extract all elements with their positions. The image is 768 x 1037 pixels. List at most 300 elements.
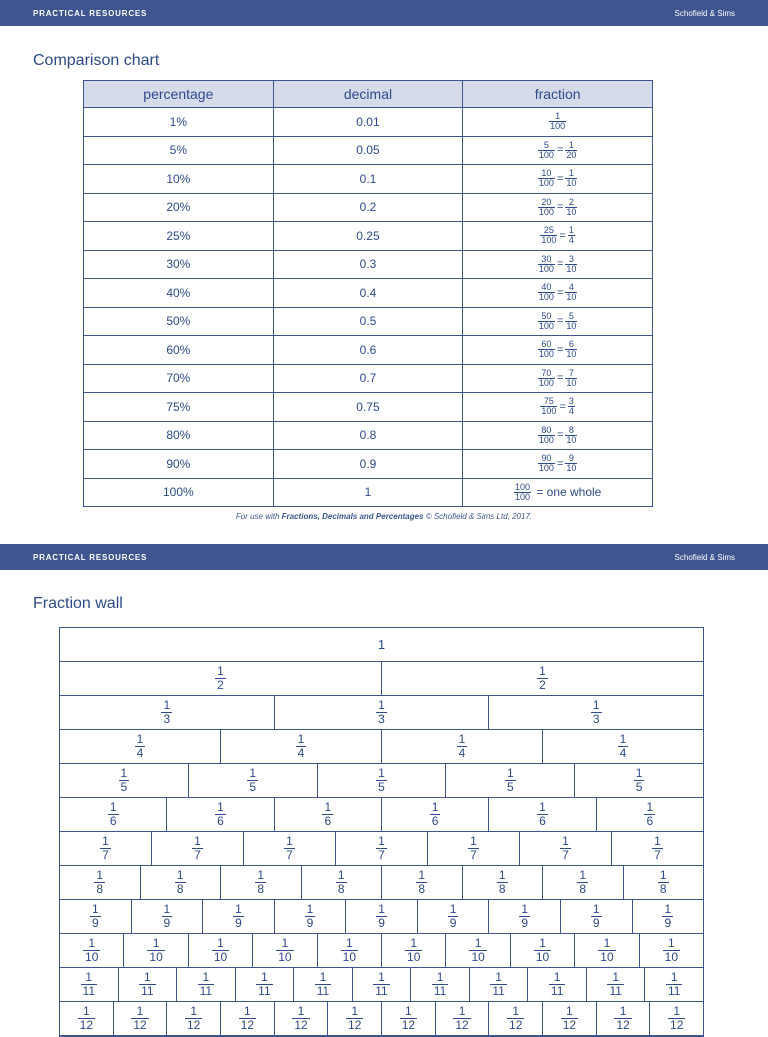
unit-fraction bbox=[376, 767, 387, 793]
unit-fraction bbox=[284, 835, 295, 861]
equals-sign: = bbox=[559, 400, 566, 413]
percentage-cell: 25% bbox=[84, 222, 274, 251]
wall-cell bbox=[60, 696, 275, 729]
fraction-cell bbox=[463, 421, 653, 450]
numerator: 1 bbox=[619, 1004, 627, 1019]
wall-cell bbox=[60, 866, 141, 899]
wall-cell bbox=[587, 968, 646, 1001]
decimal-cell: 0.5 bbox=[273, 307, 463, 336]
numerator: 1 bbox=[568, 139, 574, 150]
denominator: 8 bbox=[418, 882, 426, 896]
denominator: 5 bbox=[120, 780, 128, 794]
wall-cell bbox=[489, 798, 596, 831]
numerator: 1 bbox=[324, 800, 332, 815]
table-row bbox=[84, 165, 653, 194]
numerator: 5 bbox=[543, 139, 549, 150]
wall-cell bbox=[221, 1002, 275, 1035]
unit-fraction bbox=[490, 971, 506, 997]
fraction-cell bbox=[463, 450, 653, 479]
table-row bbox=[84, 364, 653, 393]
table-row bbox=[84, 393, 653, 422]
wall-cell bbox=[318, 934, 382, 967]
wall-cell bbox=[543, 866, 624, 899]
numerator: 1 bbox=[217, 936, 224, 951]
denominator: 2 bbox=[217, 678, 224, 692]
wall-row-whole bbox=[60, 628, 703, 662]
decimal-cell: 0.25 bbox=[273, 222, 463, 251]
denominator: 11 bbox=[82, 984, 95, 998]
wall-row-6 bbox=[60, 798, 703, 832]
numerator: 1 bbox=[88, 936, 96, 951]
unit-fraction bbox=[296, 733, 307, 759]
decimal-cell: 1 bbox=[273, 478, 463, 507]
unit-fraction bbox=[663, 937, 680, 963]
wall-cell bbox=[119, 968, 178, 1001]
table-row bbox=[84, 193, 653, 222]
denominator: 12 bbox=[670, 1018, 684, 1032]
numerator: 50 bbox=[541, 310, 552, 321]
fraction bbox=[568, 397, 575, 416]
numerator: 1 bbox=[512, 1004, 520, 1019]
denominator: 10 bbox=[566, 178, 577, 189]
unit-fraction bbox=[373, 971, 389, 997]
denominator: 8 bbox=[579, 882, 587, 896]
denominator: 11 bbox=[433, 984, 447, 998]
numerator: 1 bbox=[96, 868, 104, 883]
numerator: 1 bbox=[286, 834, 293, 849]
numerator: 1 bbox=[568, 225, 574, 236]
fraction bbox=[538, 454, 555, 473]
wall-cell bbox=[152, 832, 244, 865]
denominator: 11 bbox=[258, 984, 271, 998]
denominator: 5 bbox=[506, 780, 514, 794]
comparison-table-body bbox=[84, 108, 653, 507]
unit-fraction bbox=[507, 1005, 524, 1031]
numerator: 20 bbox=[541, 196, 552, 207]
wall-cell bbox=[60, 1002, 114, 1035]
wall-cell bbox=[294, 968, 353, 1001]
numerator: 1 bbox=[568, 168, 574, 179]
wall-cell bbox=[528, 968, 587, 1001]
unit-fraction bbox=[662, 903, 673, 929]
unit-fraction bbox=[549, 971, 565, 997]
column-header-decimal: decimal bbox=[273, 81, 463, 108]
fraction-suffix: = one whole bbox=[532, 485, 602, 500]
decimal-cell: 0.75 bbox=[273, 393, 463, 422]
wall-cell bbox=[132, 900, 204, 933]
numerator: 1 bbox=[109, 800, 117, 815]
table-row bbox=[84, 279, 653, 308]
numerator: 1 bbox=[619, 732, 627, 747]
unit-fraction bbox=[255, 869, 266, 895]
denominator: 10 bbox=[85, 950, 99, 964]
numerator: 6 bbox=[568, 339, 574, 350]
denominator: 10 bbox=[566, 263, 577, 274]
numerator: 1 bbox=[449, 902, 457, 917]
wall-cell bbox=[575, 764, 703, 797]
wall-row-4 bbox=[60, 730, 703, 764]
denominator: 9 bbox=[664, 916, 672, 930]
numerator: 1 bbox=[190, 1004, 198, 1019]
percentage-cell: 40% bbox=[84, 279, 274, 308]
fraction-cell bbox=[463, 279, 653, 308]
denominator: 9 bbox=[163, 916, 171, 930]
fraction-cell bbox=[463, 165, 653, 194]
denominator: 100 bbox=[550, 121, 566, 132]
comparison-chart-title: Comparison chart bbox=[33, 52, 160, 69]
unit-fraction bbox=[139, 971, 155, 997]
numerator: 100 bbox=[514, 481, 530, 492]
equals-sign: = bbox=[556, 144, 564, 157]
unit-fraction bbox=[336, 869, 347, 895]
fraction bbox=[565, 454, 577, 473]
wall-cell bbox=[650, 1002, 703, 1035]
fraction bbox=[538, 255, 555, 274]
numerator: 1 bbox=[244, 1004, 251, 1019]
denominator: 4 bbox=[136, 746, 144, 760]
numerator: 1 bbox=[217, 800, 224, 815]
table-row bbox=[84, 421, 653, 450]
numerator: 1 bbox=[431, 800, 439, 815]
percentage-cell: 90% bbox=[84, 450, 274, 479]
decimal-cell: 0.8 bbox=[273, 421, 463, 450]
unit-fraction bbox=[468, 835, 479, 861]
percentage-cell: 20% bbox=[84, 193, 274, 222]
unit-fraction bbox=[376, 835, 387, 861]
wall-cell bbox=[275, 696, 490, 729]
denominator: 6 bbox=[217, 814, 224, 828]
wall-cell bbox=[543, 1002, 597, 1035]
numerator: 1 bbox=[337, 868, 345, 883]
denominator: 100 bbox=[538, 320, 554, 331]
numerator: 1 bbox=[470, 834, 477, 849]
denominator: 12 bbox=[562, 1018, 577, 1032]
wall-cell bbox=[624, 866, 704, 899]
unit-fraction bbox=[131, 1005, 148, 1031]
percentage-cell: 1% bbox=[84, 108, 274, 137]
numerator: 1 bbox=[202, 970, 210, 985]
denominator: 3 bbox=[163, 712, 171, 726]
wall-cell bbox=[597, 1002, 651, 1035]
wall-cell bbox=[575, 934, 639, 967]
numerator: 1 bbox=[539, 936, 546, 951]
wall-cell bbox=[645, 968, 703, 1001]
fraction bbox=[538, 198, 555, 217]
wall-cell bbox=[597, 798, 703, 831]
denominator: 12 bbox=[240, 1018, 255, 1032]
wall-cell bbox=[124, 934, 188, 967]
numerator: 1 bbox=[378, 698, 385, 713]
wall-row-11 bbox=[60, 968, 703, 1002]
denominator: 10 bbox=[566, 434, 577, 445]
wall-cell bbox=[60, 968, 119, 1001]
column-header-percentage: percentage bbox=[84, 81, 274, 108]
unit-fraction bbox=[577, 869, 588, 895]
unit-fraction bbox=[614, 1005, 631, 1031]
numerator: 1 bbox=[217, 664, 224, 679]
numerator: 1 bbox=[176, 868, 184, 883]
fraction-cell bbox=[463, 250, 653, 279]
wall-cell bbox=[275, 1002, 329, 1035]
numerator: 1 bbox=[458, 732, 466, 747]
numerator: 1 bbox=[592, 698, 600, 713]
numerator: 1 bbox=[495, 970, 502, 985]
fraction bbox=[565, 255, 577, 274]
footer-copyright: © Schofield & Sims Ltd, 2017. bbox=[423, 512, 533, 521]
numerator: 1 bbox=[136, 1004, 144, 1019]
wall-cell bbox=[275, 798, 382, 831]
denominator: 10 bbox=[213, 950, 228, 964]
second-header-bar bbox=[0, 544, 768, 570]
unit-fraction bbox=[239, 1005, 256, 1031]
denominator: 5 bbox=[378, 780, 385, 794]
unit-fraction bbox=[90, 903, 101, 929]
wall-cell bbox=[382, 798, 489, 831]
numerator: 1 bbox=[120, 766, 128, 781]
denominator: 10 bbox=[566, 206, 577, 217]
denominator: 10 bbox=[407, 950, 421, 964]
wall-cell bbox=[275, 900, 347, 933]
wall-cell bbox=[436, 1002, 490, 1035]
unit-fraction bbox=[598, 937, 615, 963]
wall-cell bbox=[382, 866, 463, 899]
fraction bbox=[538, 426, 555, 445]
unit-fraction bbox=[534, 937, 551, 963]
unit-fraction bbox=[453, 1005, 470, 1031]
unit-fraction bbox=[215, 801, 226, 827]
wall-cell bbox=[203, 900, 275, 933]
table-row bbox=[84, 250, 653, 279]
denominator: 11 bbox=[375, 984, 388, 998]
denominator: 10 bbox=[149, 950, 163, 964]
wall-cell bbox=[167, 798, 274, 831]
denominator: 6 bbox=[324, 814, 332, 828]
numerator: 1 bbox=[194, 834, 201, 849]
numerator: 1 bbox=[539, 800, 546, 815]
wall-cell bbox=[489, 1002, 543, 1035]
numerator: 1 bbox=[91, 902, 99, 917]
numerator: 60 bbox=[541, 339, 552, 350]
denominator: 8 bbox=[659, 882, 667, 896]
percentage-cell: 100% bbox=[84, 478, 274, 507]
numerator: 1 bbox=[458, 1004, 466, 1019]
unit-fraction bbox=[198, 971, 214, 997]
wall-cell bbox=[302, 866, 383, 899]
denominator: 10 bbox=[535, 950, 550, 964]
numerator: 1 bbox=[498, 868, 506, 883]
numerator: 1 bbox=[566, 1004, 573, 1019]
numerator: 1 bbox=[405, 1004, 412, 1019]
wall-cell bbox=[428, 832, 520, 865]
wall-cell bbox=[60, 934, 124, 967]
equals-sign: = bbox=[556, 315, 564, 328]
unit-fraction bbox=[405, 937, 422, 963]
footer-prefix: For use with bbox=[235, 512, 282, 521]
numerator: 1 bbox=[82, 1004, 90, 1019]
unit-fraction bbox=[94, 869, 105, 895]
numerator: 40 bbox=[541, 282, 552, 293]
fraction bbox=[565, 141, 577, 160]
denominator: 7 bbox=[286, 848, 293, 862]
unit-fraction bbox=[185, 1005, 202, 1031]
unit-fraction bbox=[416, 869, 427, 895]
unit-fraction bbox=[607, 971, 623, 997]
table-row bbox=[84, 136, 653, 165]
denominator: 7 bbox=[562, 848, 569, 862]
numerator: 1 bbox=[668, 936, 675, 951]
percentage-cell: 70% bbox=[84, 364, 274, 393]
denominator: 12 bbox=[294, 1018, 308, 1032]
unit-fraction bbox=[652, 835, 663, 861]
numerator: 1 bbox=[85, 970, 93, 985]
wall-cell bbox=[328, 1002, 382, 1035]
denominator: 4 bbox=[568, 406, 574, 417]
decimal-cell: 0.3 bbox=[273, 250, 463, 279]
fraction-wall-title: Fraction wall bbox=[33, 595, 123, 612]
unit-fraction bbox=[618, 733, 629, 759]
percentage-cell: 5% bbox=[84, 136, 274, 165]
denominator: 100 bbox=[538, 292, 554, 303]
equals-sign: = bbox=[556, 258, 564, 271]
denominator: 12 bbox=[133, 1018, 147, 1032]
numerator: 1 bbox=[319, 970, 327, 985]
denominator: 11 bbox=[550, 984, 564, 998]
header-section-label: PRACTICAL RESOURCES bbox=[33, 8, 148, 18]
denominator: 4 bbox=[619, 746, 627, 760]
numerator: 1 bbox=[281, 936, 289, 951]
equals-sign: = bbox=[556, 172, 564, 185]
wall-cell bbox=[167, 1002, 221, 1035]
wall-cell bbox=[236, 968, 295, 1001]
denominator: 7 bbox=[378, 848, 385, 862]
denominator: 100 bbox=[538, 349, 554, 360]
wall-row-3 bbox=[60, 696, 703, 730]
denominator: 5 bbox=[635, 780, 643, 794]
wall-cell bbox=[114, 1002, 168, 1035]
header-publisher: Schofield & Sims bbox=[674, 8, 735, 18]
denominator: 11 bbox=[316, 984, 330, 998]
wall-cell bbox=[221, 866, 302, 899]
wall-row-8 bbox=[60, 866, 703, 900]
fraction bbox=[540, 226, 557, 245]
unit-fraction bbox=[108, 801, 119, 827]
denominator: 10 bbox=[566, 292, 577, 303]
unit-fraction bbox=[175, 869, 186, 895]
table-row bbox=[84, 108, 653, 137]
wall-cell bbox=[177, 968, 236, 1001]
numerator: 5 bbox=[568, 310, 574, 321]
numerator: 25 bbox=[543, 225, 554, 236]
denominator: 100 bbox=[538, 149, 554, 160]
numerator: 1 bbox=[378, 902, 385, 917]
wall-cell bbox=[244, 832, 336, 865]
denominator: 4 bbox=[297, 746, 305, 760]
unit-fraction bbox=[81, 971, 97, 997]
numerator: 1 bbox=[539, 664, 546, 679]
unit-fraction bbox=[448, 903, 459, 929]
denominator: 8 bbox=[498, 882, 506, 896]
fraction bbox=[565, 198, 577, 217]
wall-cell bbox=[141, 866, 222, 899]
denominator: 100 bbox=[538, 206, 554, 217]
denominator: 100 bbox=[541, 406, 557, 417]
unit-fraction bbox=[668, 1005, 685, 1031]
wall-row-10 bbox=[60, 934, 703, 968]
top-header-bar bbox=[0, 0, 768, 26]
unit-fraction bbox=[161, 699, 172, 725]
denominator: 12 bbox=[616, 1018, 630, 1032]
decimal-cell: 0.9 bbox=[273, 450, 463, 479]
numerator: 8 bbox=[568, 424, 574, 435]
wall-cell bbox=[382, 1002, 436, 1035]
numerator: 90 bbox=[541, 453, 552, 464]
denominator: 12 bbox=[187, 1018, 201, 1032]
numerator: 1 bbox=[592, 902, 600, 917]
equals-sign: = bbox=[556, 429, 564, 442]
table-row bbox=[84, 307, 653, 336]
denominator: 11 bbox=[492, 984, 505, 998]
unit-fraction bbox=[162, 903, 173, 929]
wall-cell bbox=[511, 934, 575, 967]
wall-cell bbox=[60, 730, 221, 763]
wall-cell bbox=[60, 832, 152, 865]
numerator: 1 bbox=[378, 970, 385, 985]
unit-fraction bbox=[634, 767, 645, 793]
wall-cell bbox=[221, 730, 382, 763]
wall-cell bbox=[640, 934, 703, 967]
equals-sign: = bbox=[556, 343, 564, 356]
fraction bbox=[565, 312, 577, 331]
numerator: 1 bbox=[612, 970, 620, 985]
numerator: 1 bbox=[102, 834, 109, 849]
denominator: 100 bbox=[538, 263, 554, 274]
unit-fraction bbox=[376, 699, 387, 725]
wall-cell-whole: 1 bbox=[377, 637, 386, 652]
denominator: 6 bbox=[431, 814, 439, 828]
wall-cell bbox=[446, 764, 575, 797]
unit-fraction bbox=[322, 801, 333, 827]
denominator: 100 bbox=[538, 463, 554, 474]
unit-fraction bbox=[192, 835, 203, 861]
percentage-cell: 60% bbox=[84, 336, 274, 365]
wall-row-9 bbox=[60, 900, 703, 934]
column-header-fraction: fraction bbox=[463, 81, 653, 108]
decimal-cell: 0.7 bbox=[273, 364, 463, 393]
wall-row-2 bbox=[60, 662, 703, 696]
denominator: 12 bbox=[348, 1018, 362, 1032]
denominator: 6 bbox=[109, 814, 117, 828]
unit-fraction bbox=[561, 1005, 578, 1031]
unit-fraction bbox=[276, 937, 293, 963]
denominator: 8 bbox=[337, 882, 345, 896]
decimal-cell: 0.2 bbox=[273, 193, 463, 222]
unit-fraction bbox=[247, 767, 258, 793]
percentage-cell: 50% bbox=[84, 307, 274, 336]
denominator: 10 bbox=[664, 950, 679, 964]
numerator: 1 bbox=[664, 902, 672, 917]
equals-sign: = bbox=[559, 229, 566, 242]
numerator: 1 bbox=[152, 936, 160, 951]
decimal-cell: 0.4 bbox=[273, 279, 463, 308]
unit-fraction bbox=[341, 937, 358, 963]
wall-cell bbox=[189, 934, 253, 967]
denominator: 7 bbox=[102, 848, 109, 862]
unit-fraction bbox=[457, 733, 468, 759]
denominator: 9 bbox=[91, 916, 99, 930]
unit-fraction bbox=[432, 971, 448, 997]
numerator: 1 bbox=[646, 800, 654, 815]
denominator: 8 bbox=[96, 882, 104, 896]
